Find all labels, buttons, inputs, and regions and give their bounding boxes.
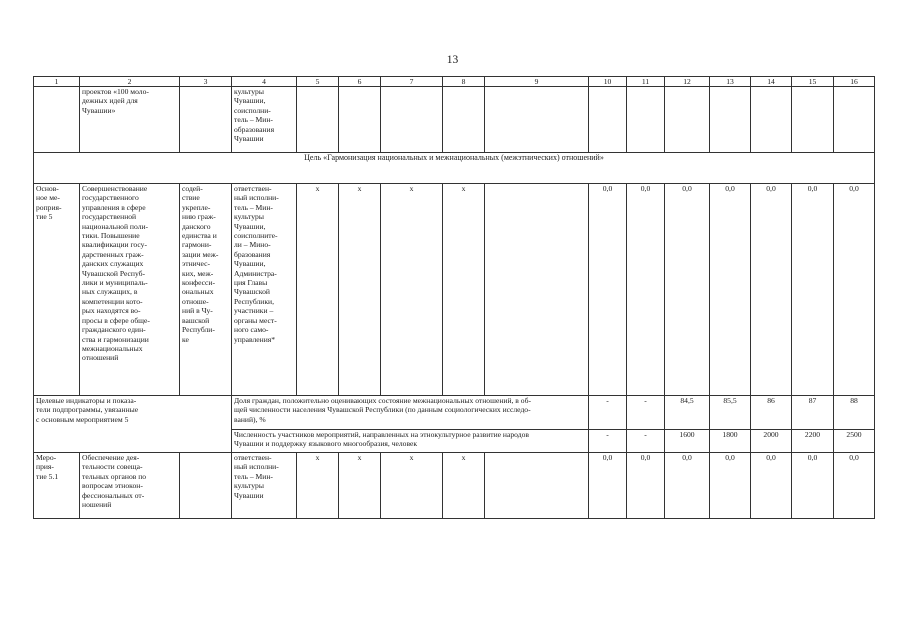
cell-value: 0,0 bbox=[665, 453, 710, 519]
column-number: 9 bbox=[485, 77, 589, 87]
cell-activity-name: проектов «100 моло- дежных идей для Чувашии» bbox=[80, 87, 180, 153]
cell-value: 0,0 bbox=[627, 184, 665, 396]
indicator-value: 2000 bbox=[751, 430, 792, 453]
indicator-value: 1800 bbox=[710, 430, 751, 453]
column-number: 13 bbox=[710, 77, 751, 87]
column-number: 1 bbox=[34, 77, 80, 87]
indicator-name: Численность участников мероприятий, направленных на этнокультурное развитие народов Чувашии и поддержку языкового многообразия, человек bbox=[232, 430, 589, 453]
main-activity-row bbox=[34, 184, 875, 396]
column-number: 8 bbox=[443, 77, 485, 87]
cell-task: содей- ствие укрепле- нию граж- данского единства и гармони- зации меж- этничес- ких, меж- конфесси- ональных отноше- ний в Чу- вашской Республи- ке bbox=[180, 184, 232, 396]
indicator-value: 86 bbox=[751, 396, 792, 430]
indicator-value: - bbox=[627, 396, 665, 430]
goal-heading: Цель «Гармонизация национальных и межнациональных (межэтнических) отношений» bbox=[34, 153, 875, 184]
page-number: 13 bbox=[446, 54, 459, 66]
column-number: 2 bbox=[80, 77, 180, 87]
indicator-value: 88 bbox=[834, 396, 875, 430]
column-number: 7 bbox=[381, 77, 443, 87]
indicator-name: Доля граждан, положительно оценивающих состояние межнациональных отношений, в об- щей численности населения Чувашской Республики (по данным социологических исследо- ваний), % bbox=[232, 396, 589, 430]
cell-value: 0,0 bbox=[792, 453, 834, 519]
indicator-value: - bbox=[589, 430, 627, 453]
column-number: 11 bbox=[627, 77, 665, 87]
indicator-value: 85,5 bbox=[710, 396, 751, 430]
column-number: 3 bbox=[180, 77, 232, 87]
cell-label: Основ- ное ме- роприя- тие 5 bbox=[34, 184, 80, 396]
column-number: 14 bbox=[751, 77, 792, 87]
cell-value: 0,0 bbox=[627, 453, 665, 519]
cell-value: 0,0 bbox=[751, 453, 792, 519]
cell-task bbox=[180, 453, 232, 519]
cell-code: x bbox=[381, 184, 443, 396]
cell-code: x bbox=[443, 184, 485, 396]
indicator-row bbox=[34, 396, 875, 430]
cell-responsible: культуры Чувашии, соисполни- тель – Мин- образования Чувашии bbox=[232, 87, 297, 153]
indicator-value: - bbox=[589, 396, 627, 430]
column-number: 16 bbox=[834, 77, 875, 87]
cell-responsible: ответствен- ный исполни- тель – Мин- культуры Чувашии bbox=[232, 453, 297, 519]
indicator-value: 1600 bbox=[665, 430, 710, 453]
cell-value: 0,0 bbox=[751, 184, 792, 396]
column-number-row bbox=[34, 77, 875, 87]
cell-label: Меро- прия- тие 5.1 bbox=[34, 453, 80, 519]
cell-code: x bbox=[381, 453, 443, 519]
indicator-value: - bbox=[627, 430, 665, 453]
cell-source bbox=[485, 184, 589, 396]
cell-task bbox=[180, 87, 232, 153]
cell-value: 0,0 bbox=[792, 184, 834, 396]
cell-value: 0,0 bbox=[589, 184, 627, 396]
cell-code: x bbox=[339, 184, 381, 396]
cell-activity-name: Совершенствование государственного управления в сфере государственной национальной поли- тики. Повышение квалификации госу- дарственных граж- данских служащих Чувашской Респуб- лики и муниципаль- ных служащих, в компетенции кото- рых находятся во- просы в сфере обще- гражданского един- ства и гармонизации межнациональных отношений bbox=[80, 184, 180, 396]
indicators-label: Целевые индикаторы и показа- тели подпрограммы, увязанные с основным мероприятием 5 bbox=[34, 396, 232, 453]
column-number: 4 bbox=[232, 77, 297, 87]
column-number: 12 bbox=[665, 77, 710, 87]
continuation-row bbox=[34, 87, 875, 153]
indicator-value: 84,5 bbox=[665, 396, 710, 430]
cell-value: 0,0 bbox=[834, 184, 875, 396]
cell-code: x bbox=[443, 453, 485, 519]
cell-value: 0,0 bbox=[710, 453, 751, 519]
cell-value: 0,0 bbox=[834, 453, 875, 519]
cell-responsible: ответствен- ный исполни- тель – Мин- культуры Чувашии, соисполните- ли – Мино- бразования Чувашии, Администра- ция Главы Чувашской Республики, участники – органы мест- ного само- управления* bbox=[232, 184, 297, 396]
indicator-value: 2500 bbox=[834, 430, 875, 453]
indicator-value: 87 bbox=[792, 396, 834, 430]
cell-activity-name: Обеспечение дея- тельности совеща- тельных органов по вопросам этнокон- фессиональных от- ношений bbox=[80, 453, 180, 519]
cell-label bbox=[34, 87, 80, 153]
goal-row bbox=[34, 153, 875, 184]
program-table bbox=[33, 76, 875, 519]
column-number: 6 bbox=[339, 77, 381, 87]
column-number: 10 bbox=[589, 77, 627, 87]
cell-code: x bbox=[297, 453, 339, 519]
activity-5-1-row bbox=[34, 453, 875, 519]
cell-source bbox=[485, 453, 589, 519]
cell-code: x bbox=[297, 184, 339, 396]
cell-value: 0,0 bbox=[589, 453, 627, 519]
indicator-value: 2200 bbox=[792, 430, 834, 453]
cell-code: x bbox=[339, 453, 381, 519]
column-number: 15 bbox=[792, 77, 834, 87]
column-number: 5 bbox=[297, 77, 339, 87]
cell-value: 0,0 bbox=[665, 184, 710, 396]
cell-value: 0,0 bbox=[710, 184, 751, 396]
